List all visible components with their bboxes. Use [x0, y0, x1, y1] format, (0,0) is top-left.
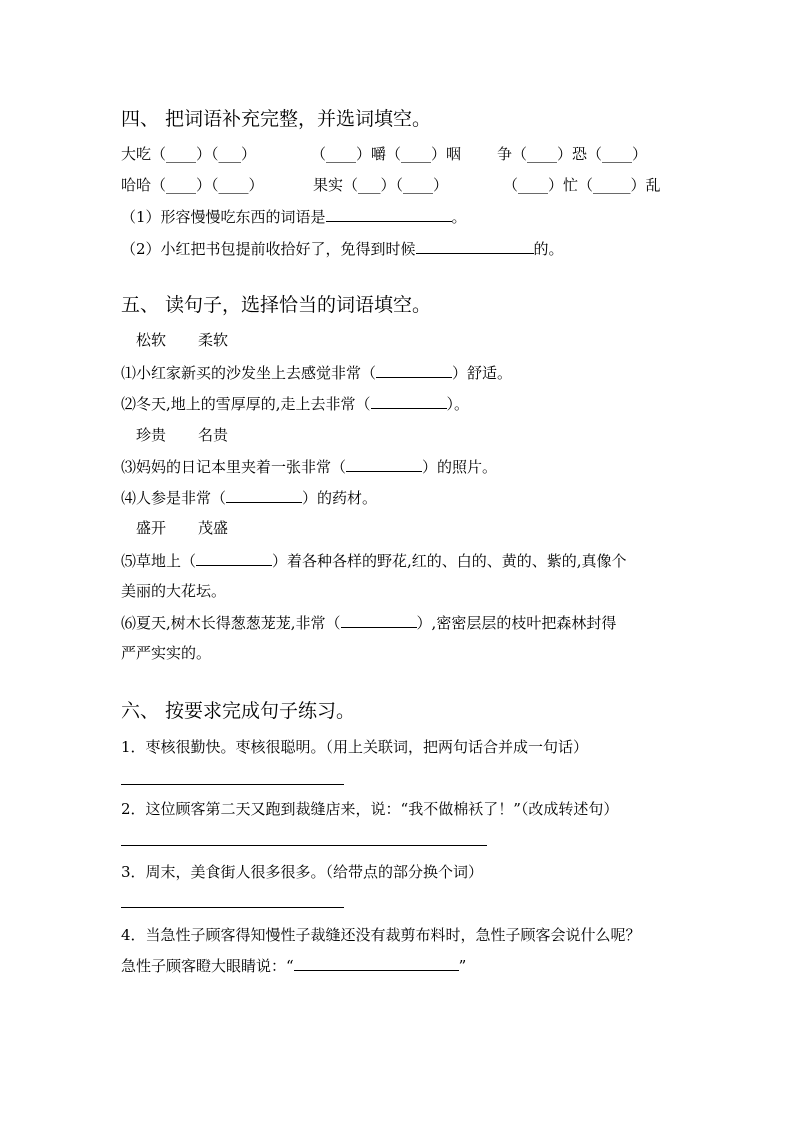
s5-s1-end: ）舒适。	[452, 364, 513, 382]
word-option: 柔软	[198, 331, 229, 349]
s5-sentence-5	[121, 550, 627, 571]
s6-q4-end-quote: ”	[458, 957, 467, 975]
s5-sentence-4	[121, 487, 377, 508]
s4-q2-text: （2）小红把书包提前收拾好了，免得到时候	[121, 240, 416, 258]
s5-sentence-6-line2: 严严实实的。	[121, 644, 212, 662]
s6-q2-answer-line[interactable]	[121, 845, 487, 846]
s5-sentence-1	[121, 362, 512, 383]
s6-question4: 4．当急性子顾客得知慢性子裁缝还没有裁剪布料时，急性子顾客会说什么呢？	[121, 926, 641, 944]
s5-s4-end: ）的药材。	[302, 489, 378, 507]
s4-row2-item1: 哈哈（____）（____）	[121, 176, 264, 194]
s5-s5-text-cont: ）着各种各样的野花,红的、白的、黄的、紫的,真像个	[272, 552, 627, 570]
s5-s1-text: ⑴小红家新买的沙发坐上去感觉非常（	[121, 364, 377, 382]
s6-q4-answer-blank[interactable]	[294, 955, 459, 971]
s5-s3-text: ⑶妈妈的日记本里夹着一张非常（	[121, 458, 347, 476]
s4-question1	[121, 206, 467, 227]
s5-s6-blank[interactable]	[341, 612, 417, 628]
s5-word-pair-3	[136, 518, 228, 538]
s4-row2-item3: （____）忙（_____）乱	[503, 176, 661, 194]
s4-q1-text: （1）形容慢慢吃东西的词语是	[121, 208, 326, 226]
s5-s5-text: ⑸草地上（	[121, 552, 197, 570]
s5-s6-text: ⑹夏天,树木长得葱葱茏茏,非常（	[121, 614, 341, 632]
s5-word-pair-2	[136, 425, 228, 445]
s5-s4-blank[interactable]	[226, 487, 302, 503]
s4-q1-end: 。	[451, 208, 467, 226]
s4-q2-answer-blank[interactable]	[416, 238, 534, 254]
s6-question3: 3．周末，美食街人很多很多。（给带点的部分换个词）	[121, 863, 484, 881]
s6-q1-answer-line[interactable]	[121, 784, 344, 785]
s6-question1: 1．枣核很勤快。枣核很聪明。（用上关联词，把两句话合并成一句话）	[121, 738, 589, 756]
word-option: 盛开	[136, 519, 167, 537]
word-option: 松软	[136, 331, 167, 349]
s5-s2-end: ）。	[446, 395, 470, 413]
s6-q3-answer-line[interactable]	[121, 907, 344, 908]
s5-s3-blank[interactable]	[346, 456, 422, 472]
s4-row1-item3: 争（____）恐（____）	[497, 145, 648, 163]
s5-s2-text: ⑵冬天,地上的雪厚厚的,走上去非常（	[121, 395, 371, 413]
s4-question2	[121, 238, 564, 259]
s5-s4-text: ⑷人参是非常（	[121, 489, 227, 507]
s5-sentence-3	[121, 456, 497, 477]
word-option: 名贵	[198, 426, 229, 444]
word-option: 茂盛	[198, 519, 229, 537]
section5-heading: 五、 读句子，选择恰当的词语填空。	[121, 294, 432, 316]
s5-sentence-6	[121, 612, 616, 633]
s5-s6-text-cont: ）,密密层层的枝叶把森林封得	[416, 614, 617, 632]
s6-question4-line2	[121, 955, 466, 976]
s5-word-pair-1	[136, 330, 228, 350]
s6-q4-text: 急性子顾客瞪大眼睛说：“	[121, 957, 294, 975]
word-option: 珍贵	[136, 426, 167, 444]
s4-q2-end: 的。	[533, 240, 564, 258]
s5-sentence-2	[121, 393, 469, 414]
section4-heading: 四、 把词语补充完整，并选词填空。	[121, 108, 432, 130]
s4-row1-item1: 大吃（____）（___）	[121, 145, 257, 163]
s4-row1-item2: （____）嚼（____）咽	[311, 145, 462, 163]
s6-question2: 2．这位顾客第二天又跑到裁缝店来，说：“我不做棉袄了！”（改成转述句）	[121, 800, 619, 818]
s5-s1-blank[interactable]	[376, 362, 452, 378]
s4-q1-answer-blank[interactable]	[326, 206, 452, 222]
s5-s5-blank[interactable]	[196, 550, 272, 566]
section6-heading: 六、 按要求完成句子练习。	[121, 700, 356, 722]
s4-row2-item2: 果实（___）（____）	[313, 176, 449, 194]
s5-s2-blank[interactable]	[371, 393, 447, 409]
s5-s3-end: ）的照片。	[422, 458, 498, 476]
s5-sentence-5-line2: 美丽的大花坛。	[121, 582, 227, 600]
